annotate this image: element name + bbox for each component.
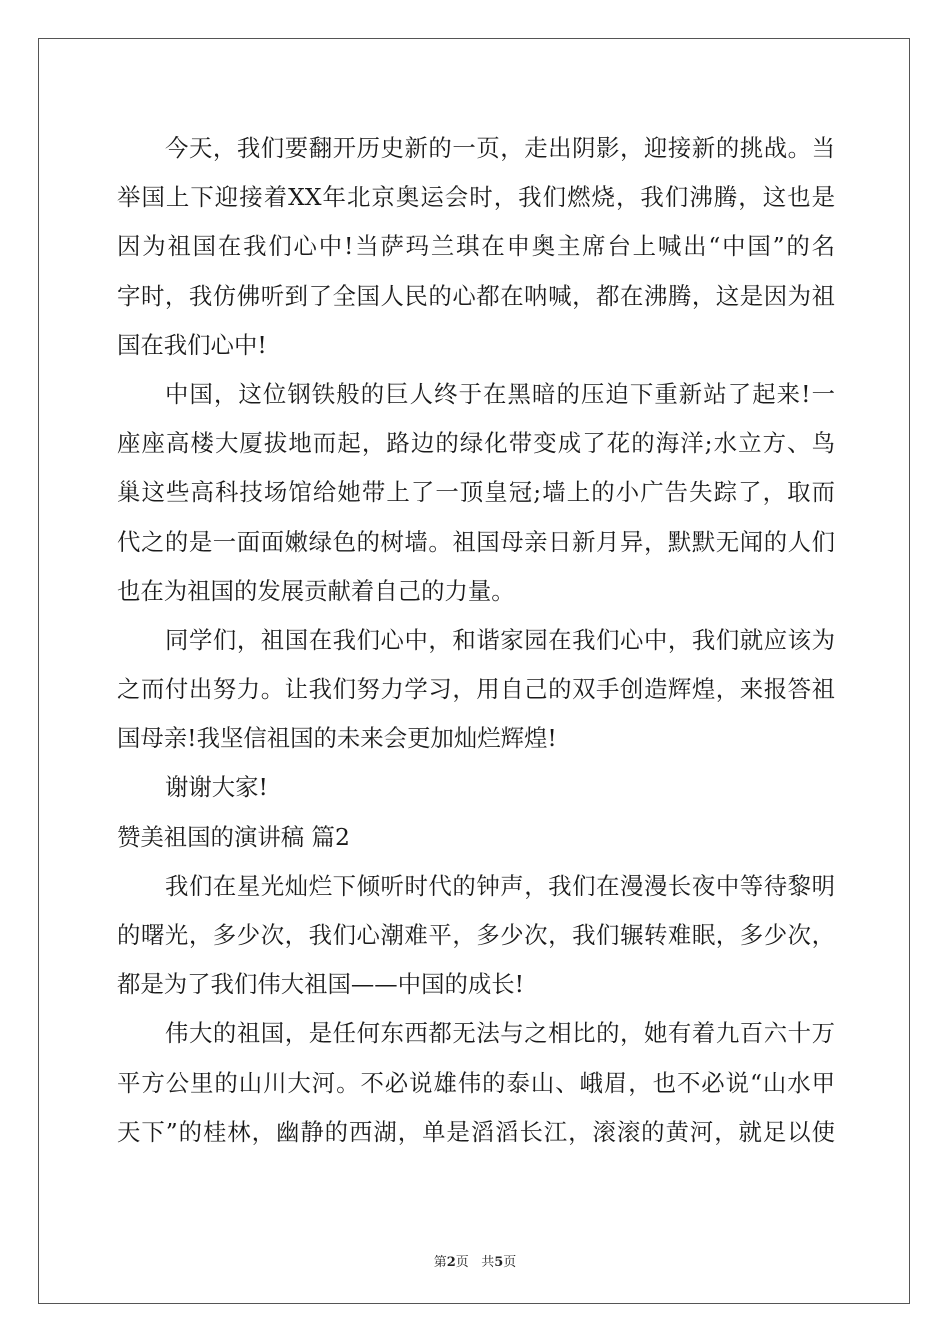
text-line: 的曙光，多少次，我们心潮难平，多少次，我们辗转难眠，多少次， [117,921,835,949]
paragraph [117,124,835,370]
text-line: 代之的是一面面嫩绿色的树墙。祖国母亲日新月异，默默无闻的人们 [117,527,835,556]
text-line: 我们在星光灿烂下倾听时代的钟声，我们在漫漫长夜中等待黎明 [165,871,835,900]
text-line: 座座高楼大厦拔地而起，路边的绿化带变成了花的海洋;水立方、鸟 [117,429,835,458]
footer-mid: 页 共 [455,1255,495,1270]
section-heading: 赞美祖国的演讲稿 篇2 [117,822,350,851]
paragraph [117,1009,835,1157]
text-line: 举国上下迎接着XX年北京奥运会时，我们燃烧，我们沸腾，这也是 [117,183,835,212]
text-line: 谢谢大家! [165,773,268,802]
footer-prefix: 第 [433,1255,447,1270]
text-line: 因为祖国在我们心中!当萨玛兰琪在申奥主席台上喊出“中国”的名 [117,232,835,261]
paragraph [117,763,835,812]
paragraph [117,616,835,764]
text-line: 巢这些高科技场馆给她带上了一顶皇冠;墙上的小广告失踪了，取而 [117,478,835,507]
text-line: 国在我们心中! [117,330,267,359]
text-line: 天下”的桂林，幽静的西湖，单是滔滔长江，滚滚的黄河，就足以使 [117,1117,835,1146]
total-page-number: 5 [494,1255,504,1270]
footer-suffix: 页 [503,1255,517,1270]
text-line: 同学们，祖国在我们心中，和谐家园在我们心中，我们就应该为 [165,625,835,654]
current-page-number: 2 [446,1255,456,1270]
document-body [117,124,835,1157]
paragraph [117,862,835,1010]
text-line: 中国，这位钢铁般的巨人终于在黑暗的压迫下重新站了起来!一 [165,379,835,408]
text-line: 国母亲!我坚信祖国的未来会更加灿烂辉煌! [117,724,557,753]
text-line: 都是为了我们伟大祖国——中国的成长! [117,970,525,999]
paragraph [117,370,835,616]
page-footer [0,1251,950,1270]
text-line: 今天，我们要翻开历史新的一页，走出阴影，迎接新的挑战。当 [165,134,835,162]
text-line: 平方公里的山川大河。不必说雄伟的泰山、峨眉，也不必说“山水甲 [117,1068,835,1097]
text-line: 之而付出努力。让我们努力学习，用自己的双手创造辉煌，来报答祖 [117,675,835,704]
text-line: 也在为祖国的发展贡献着自己的力量。 [117,576,515,605]
text-line: 字时，我仿佛听到了全国人民的心都在呐喊，都在沸腾，这是因为祖 [117,281,835,310]
text-line: 伟大的祖国，是任何东西都无法与之相比的，她有着九百六十万 [165,1019,835,1048]
